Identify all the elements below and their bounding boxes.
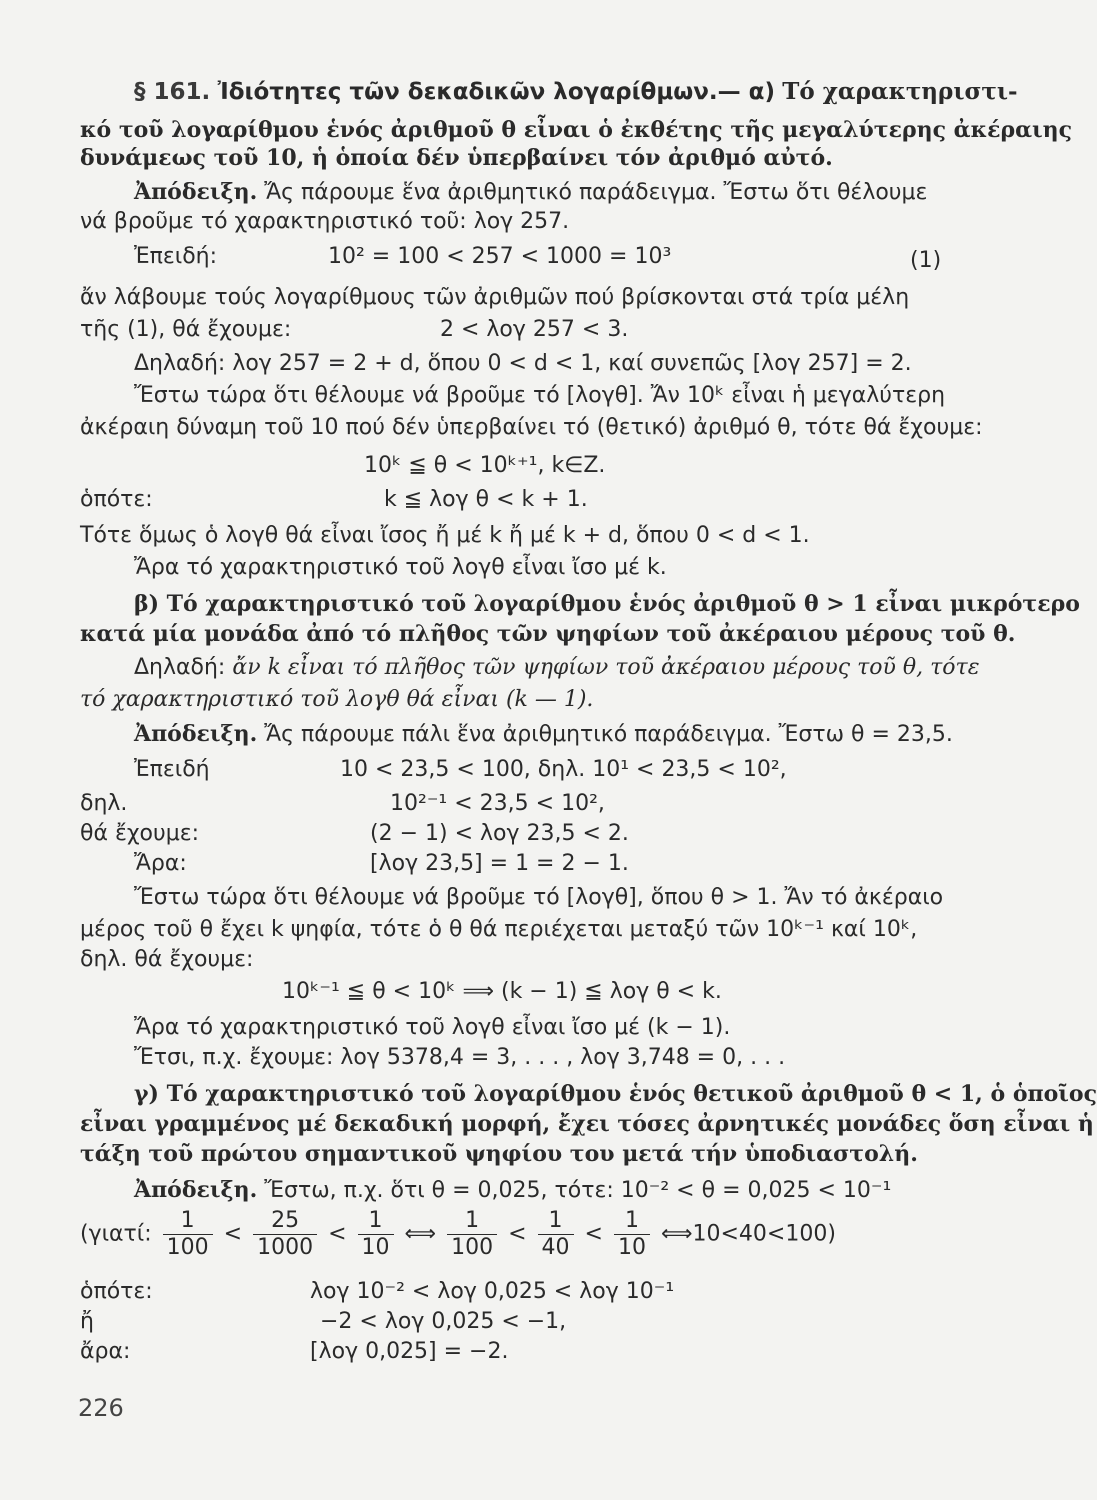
- thus-eq: [λογ 0,025] = −2.: [310, 1339, 509, 1364]
- section-title-rest: Τό χαρακτηριστι-: [782, 78, 1018, 105]
- proof-a-line-4-start: τῆς (1), θά ἔχουμε:: [80, 317, 292, 342]
- ie-label: δηλ.: [80, 791, 128, 816]
- equation-1: 10² = 100 < 257 < 1000 = 10³: [328, 244, 672, 269]
- proof-label: Ἀπόδειξη.: [134, 179, 258, 205]
- proof-a-line-6: Ἔστω τώρα ὅτι θέλουμε νά βροῦμε τό [λογθ]. Ἄν 10ᵏ εἶναι ἡ μεγαλύτερη: [134, 383, 946, 408]
- fraction-2-num: 25: [253, 1208, 317, 1235]
- or-eq: −2 < λογ 0,025 < −1,: [320, 1309, 567, 1334]
- fraction-1-den: 100: [166, 1235, 209, 1260]
- because-label: (γιατί:: [80, 1221, 152, 1247]
- fraction-5-den: 40: [541, 1235, 570, 1260]
- fraction-1-num: 1: [163, 1208, 213, 1235]
- proof-c-text: Ἔστω, π.χ. ὅτι θ = 0,025, τότε: 10⁻² < θ = 0,025 < 10⁻¹: [264, 1178, 892, 1203]
- that-is-label: Δηλαδή:: [134, 655, 226, 680]
- fraction-chain: [80, 1208, 836, 1261]
- part-b-line-2: κατά μία μονάδα ἀπό τό πλῆθος τῶν ψηφίων τοῦ ἀκέραιου μέρους τοῦ θ.: [80, 621, 1016, 647]
- fraction-6-den: 10: [617, 1235, 646, 1260]
- part-c-proof-line: [134, 1176, 891, 1205]
- part-c-line-1: γ) Τό χαρακτηριστικό τοῦ λογαρίθμου ἑνός θετικοῦ ἀριθμοῦ θ < 1, ὁ ὁποῖος: [134, 1081, 1097, 1107]
- part-b-line-1: β) Τό χαρακτηριστικό τοῦ λογαρίθμου ἑνός ἀριθμοῦ θ > 1 εἶναι μικρότερο: [134, 591, 1080, 617]
- proof-a-line-4-eq: 2 < λογ 257 < 3.: [440, 317, 629, 342]
- fraction-2: [253, 1208, 317, 1261]
- proof-a-line-2: νά βροῦμε τό χαρακτηριστικό τοῦ: λογ 257.: [80, 209, 570, 234]
- whence-c-eq: λογ 10⁻² < λογ 0,025 < λογ 10⁻¹: [310, 1279, 675, 1304]
- since-b-label: Ἐπειδή: [134, 757, 210, 782]
- part-b-proof-line: [134, 720, 953, 749]
- part-b-l1: Ἔστω τώρα ὅτι θέλουμε νά βροῦμε τό [λογθ], ὅπου θ > 1. Ἄν τό ἀκέραιο: [134, 885, 944, 910]
- section-number: § 161.: [134, 79, 211, 105]
- fraction-2-den: 1000: [257, 1235, 314, 1260]
- proof-a-line-3: ἄν λάβουμε τούς λογαρίθμους τῶν ἀριθμῶν πού βρίσκονται στά τρία μέλη: [80, 285, 910, 310]
- so-label: Ἄρα:: [134, 851, 187, 876]
- lt-sign: <: [223, 1221, 243, 1247]
- lt-sign: <: [508, 1221, 527, 1247]
- lt-sign: <: [328, 1221, 347, 1247]
- fraction-3-num: 1: [358, 1208, 394, 1235]
- part-b-italic-1: ἄν k εἶναι τό πλῆθος τῶν ψηφίων τοῦ ἀκέραιου μέρους τοῦ θ, τότε: [232, 655, 980, 680]
- part-b-l6: Ἔτσι, π.χ. ἔχουμε: λογ 5378,4 = 3, . . . , λογ 3,748 = 0, . . .: [134, 1045, 786, 1070]
- page-number: 226: [78, 1394, 124, 1422]
- section-title: Ἰδιότητες τῶν δεκαδικῶν λογαρίθμων.— α): [217, 79, 775, 105]
- fraction-5-num: 1: [538, 1208, 574, 1235]
- section-heading-line-1: [134, 78, 1018, 106]
- section-statement-line-3: δυνάμεως τοῦ 10, ἡ ὁποία δέν ὑπερβαίνει τόν ἀριθμό αὐτό.: [80, 145, 833, 171]
- proof-a-text: Ἄς πάρουμε ἕνα ἀριθμητικό παράδειγμα. Ἔστω ὅτι θέλουμε: [264, 180, 928, 205]
- proof-a-line-1: [134, 178, 927, 207]
- part-b-l2: μέρος τοῦ θ ἔχει k ψηφία, τότε ὁ θ θά περιέχεται μεταξύ τῶν 10ᵏ⁻¹ καί 10ᵏ,: [80, 917, 918, 942]
- fraction-5: [538, 1208, 574, 1261]
- part-c-line-2: εἶναι γραμμένος μέ δεκαδική μορφή, ἔχει τόσες ἀρνητικές μονάδες ὅση εἶναι ἡ: [80, 1111, 1094, 1137]
- fraction-3: [358, 1208, 394, 1261]
- proof-b-text: Ἄς πάρουμε πάλι ἕνα ἀριθμητικό παράδειγμα. Ἔστω θ = 23,5.: [264, 722, 953, 747]
- part-b-l3: δηλ. θά ἔχουμε:: [80, 947, 254, 972]
- fraction-3-den: 10: [361, 1235, 390, 1260]
- equation-2: 10ᵏ ≦ θ < 10ᵏ⁺¹, k∈Z.: [364, 453, 606, 478]
- part-b-l4: 10ᵏ⁻¹ ≦ θ < 10ᵏ ⟹ (k − 1) ≦ λογ θ < k.: [282, 979, 722, 1004]
- proof-a-line-7: ἀκέραιη δύναμη τοῦ 10 πού δέν ὑπερβαίνει τό (θετικό) ἀριθμό θ, τότε θά ἔχουμε:: [80, 415, 983, 440]
- lt-sign: <: [584, 1221, 603, 1247]
- part-b-that-is-line: [134, 654, 980, 682]
- fraction-6: [614, 1208, 650, 1261]
- ie-eq: 10²⁻¹ < 23,5 < 10²,: [390, 791, 605, 816]
- fraction-4-den: 100: [451, 1235, 494, 1260]
- iff-arrow-icon: ⟺: [660, 1221, 693, 1247]
- equation-3: k ≦ λογ θ < k + 1.: [384, 487, 588, 512]
- proof-b-label: Ἀπόδειξη.: [134, 721, 258, 747]
- proof-a-line-9: Ἄρα τό χαρακτηριστικό τοῦ λογθ εἶναι ἴσο μέ k.: [134, 555, 667, 580]
- fraction-1: [163, 1208, 213, 1261]
- thus-label: ἄρα:: [80, 1339, 131, 1364]
- have-label: θά ἔχουμε:: [80, 821, 200, 846]
- iff-arrow-icon: ⟺: [404, 1221, 437, 1247]
- equation-1-tag: (1): [910, 248, 942, 273]
- whence-c-label: ὁπότε:: [80, 1279, 153, 1304]
- fraction-4-num: 1: [447, 1208, 497, 1235]
- fraction-chain-tail: 10<40<100): [692, 1221, 836, 1247]
- part-b-l5: Ἄρα τό χαρακτηριστικό τοῦ λογθ εἶναι ἴσο μέ (k − 1).: [134, 1015, 731, 1040]
- part-c-line-3: τάξη τοῦ πρώτου σημαντικοῦ ψηφίου του μετά τήν ὑποδιαστολή.: [80, 1141, 918, 1167]
- since-b-eq: 10 < 23,5 < 100, δηλ. 10¹ < 23,5 < 10²,: [340, 757, 787, 782]
- proof-c-label: Ἀπόδειξη.: [134, 1177, 258, 1203]
- section-statement-line-2: κό τοῦ λογαρίθμου ἑνός ἀριθμοῦ θ εἶναι ὁ ἐκθέτης τῆς μεγαλύτερης ἀκέραιης: [80, 117, 1073, 143]
- part-b-italic-2: τό χαρακτηριστικό τοῦ λογθ θά εἶναι (k — 1).: [80, 687, 594, 712]
- since-label: Ἐπειδή:: [134, 244, 218, 269]
- proof-a-line-8: Τότε ὅμως ὁ λογθ θά εἶναι ἴσος ἤ μέ k ἤ μέ k + d, ὅπου 0 < d < 1.: [80, 523, 810, 548]
- whence-label: ὁπότε:: [80, 487, 153, 512]
- fraction-4: [447, 1208, 497, 1261]
- fraction-6-num: 1: [614, 1208, 650, 1235]
- or-label: ἤ: [80, 1309, 94, 1334]
- so-eq: [λογ 23,5] = 1 = 2 − 1.: [370, 851, 629, 876]
- have-eq: (2 − 1) < λογ 23,5 < 2.: [370, 821, 629, 846]
- proof-a-line-5: Δηλαδή: λογ 257 = 2 + d, ὅπου 0 < d < 1, καί συνεπῶς [λογ 257] = 2.: [134, 351, 912, 376]
